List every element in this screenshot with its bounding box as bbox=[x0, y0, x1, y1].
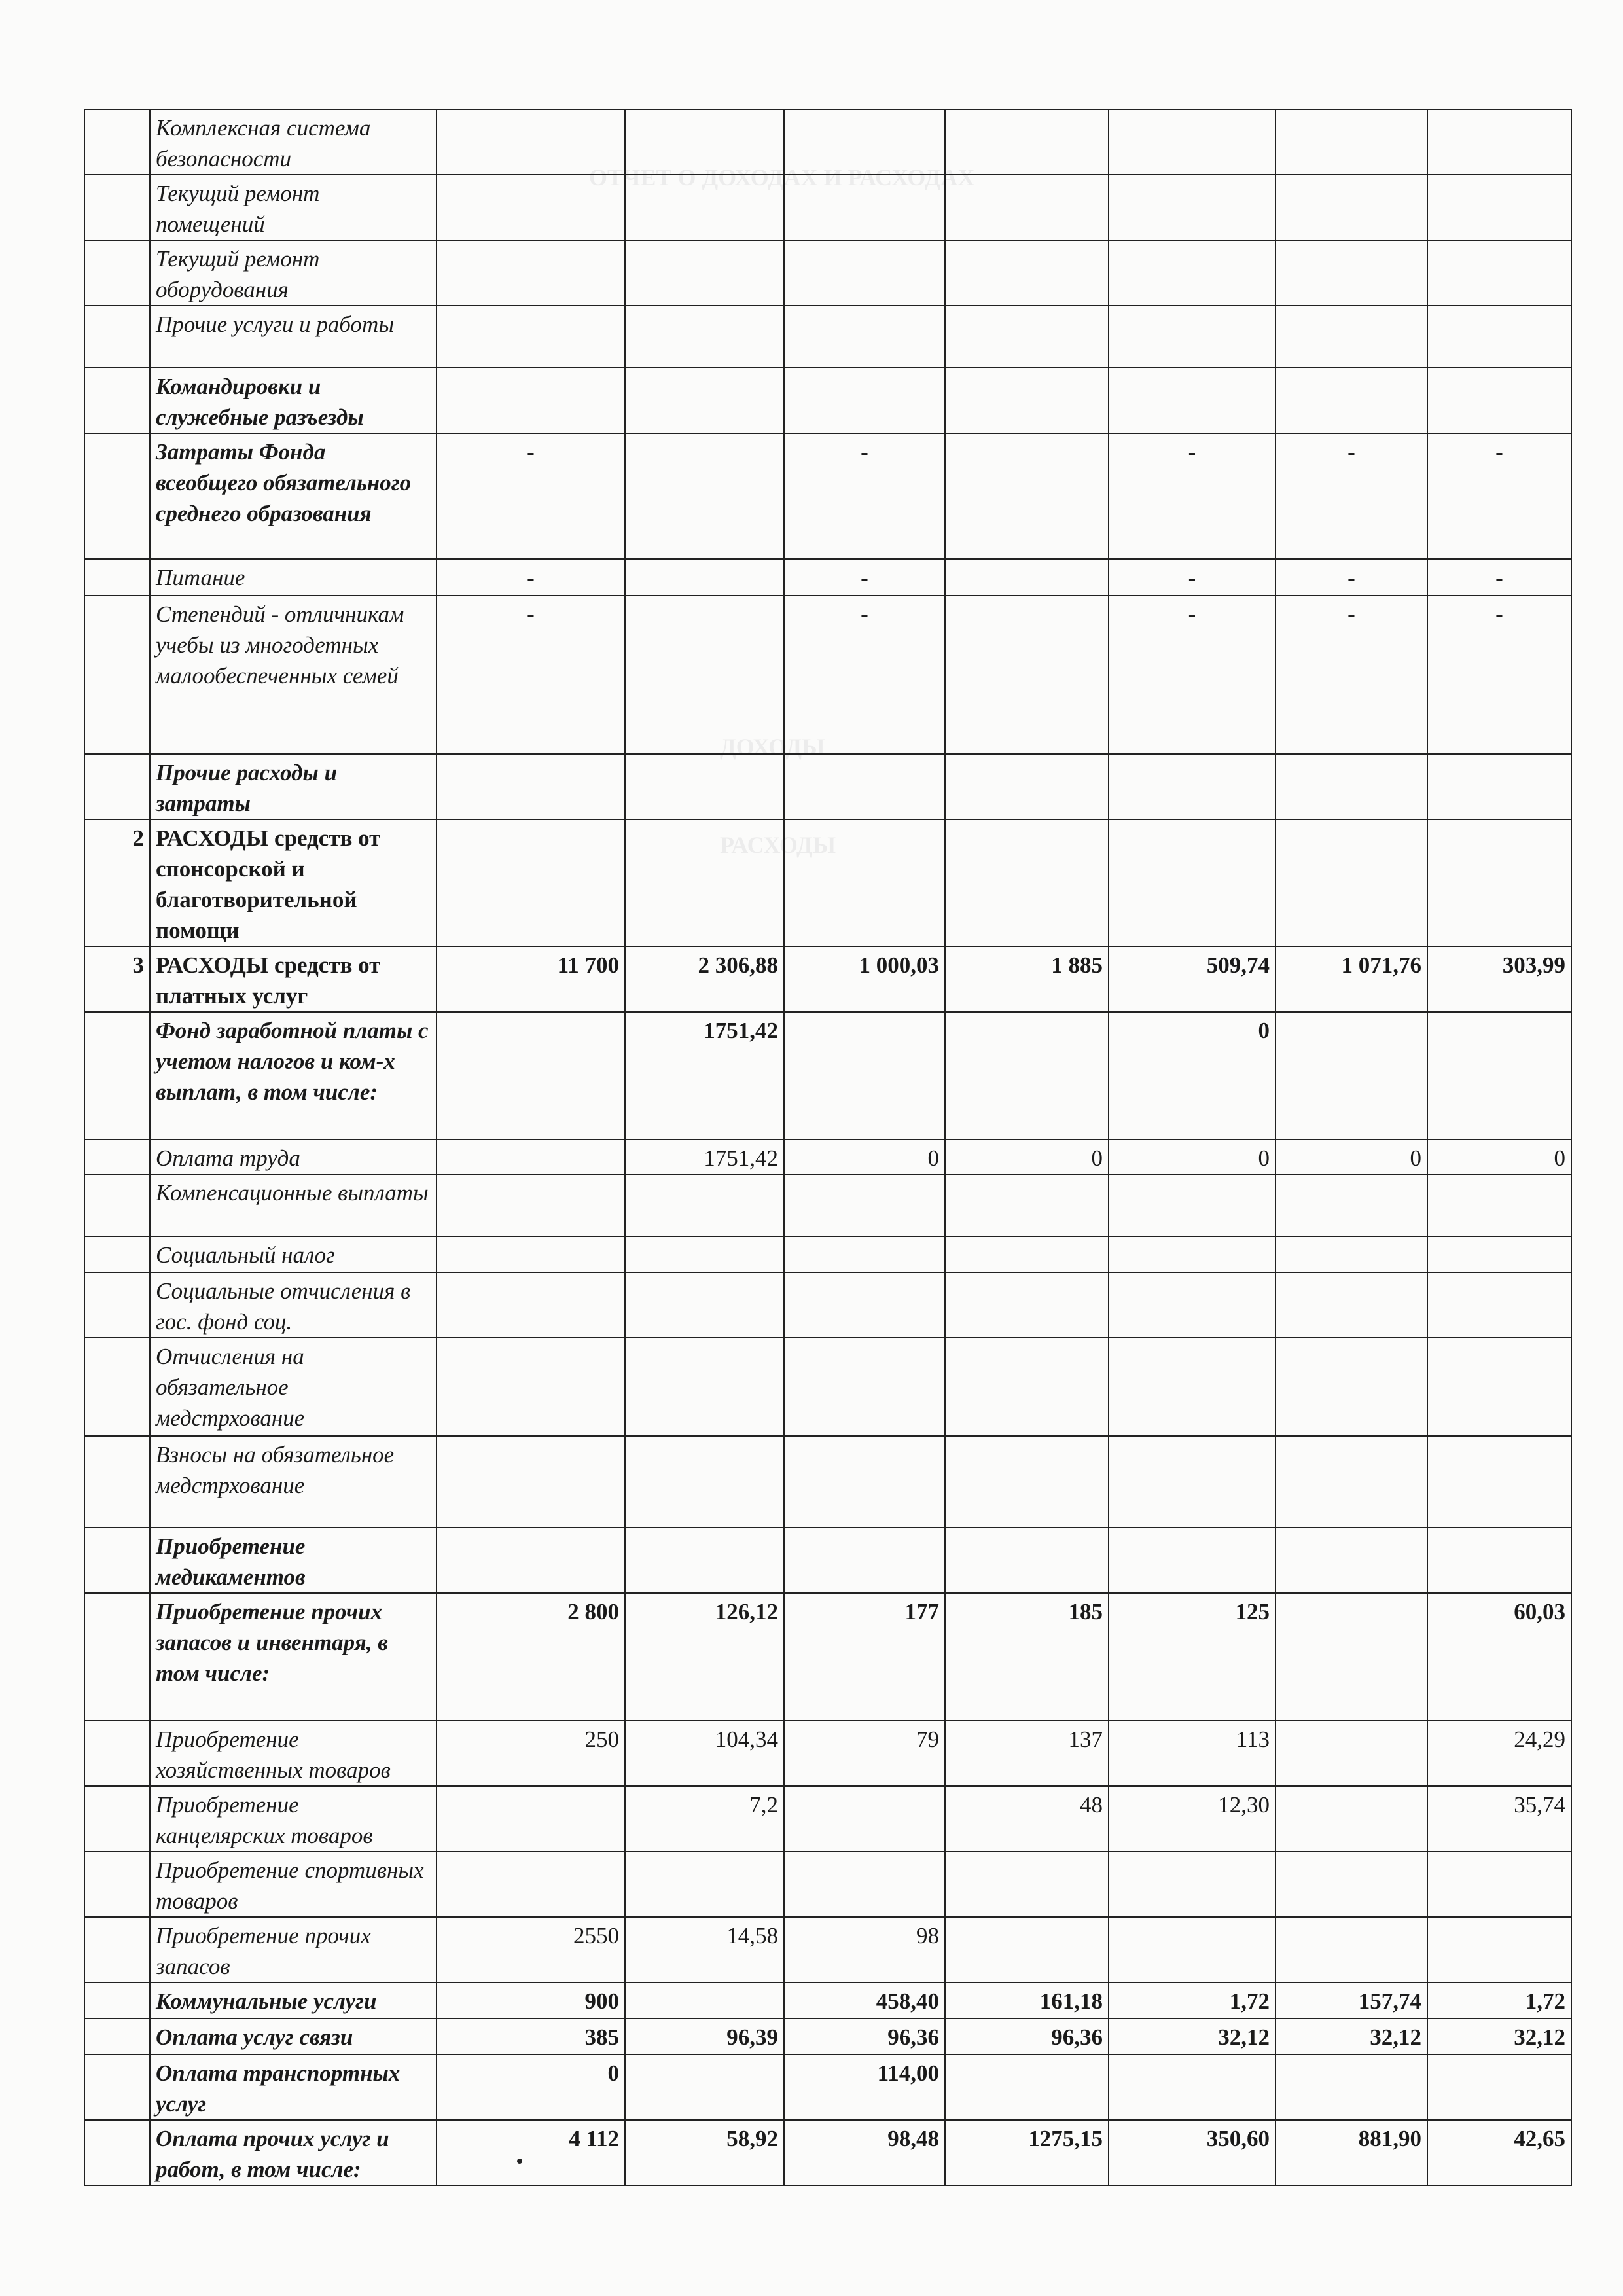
row-number: 2 bbox=[84, 819, 150, 946]
table-row bbox=[84, 1272, 1571, 1338]
row-number bbox=[84, 1174, 150, 1236]
row-number bbox=[84, 2018, 150, 2054]
value-cell: 0 bbox=[784, 1139, 945, 1174]
value-cell bbox=[1427, 1174, 1571, 1236]
value-cell: 0 bbox=[437, 2054, 625, 2120]
value-cell bbox=[945, 240, 1109, 306]
value-cell bbox=[437, 175, 625, 240]
table-row bbox=[84, 368, 1571, 433]
item-name: Социальный налог bbox=[150, 1236, 437, 1272]
value-cell bbox=[1109, 1528, 1275, 1593]
value-cell bbox=[437, 1528, 625, 1593]
value-cell bbox=[1109, 306, 1275, 368]
item-name: Приобретение канцелярских товаров bbox=[150, 1786, 437, 1852]
table-row bbox=[84, 1139, 1571, 1174]
row-number bbox=[84, 1012, 150, 1139]
value-cell bbox=[1427, 175, 1571, 240]
value-cell: 1 000,03 bbox=[784, 946, 945, 1012]
value-cell: - bbox=[1427, 559, 1571, 596]
value-cell bbox=[945, 819, 1109, 946]
value-cell bbox=[1275, 754, 1427, 819]
value-cell bbox=[1275, 1593, 1427, 1721]
bleed-through-text: ОТЧЕТ О ДОХОДАХ И РАСХОДАХ bbox=[589, 164, 975, 190]
item-name: Затраты Фонда всеобщего обязательного среднего образования bbox=[150, 433, 437, 559]
row-number bbox=[84, 596, 150, 754]
value-cell: 303,99 bbox=[1427, 946, 1571, 1012]
table-row bbox=[84, 559, 1571, 596]
table-row bbox=[84, 175, 1571, 240]
value-cell: 125 bbox=[1109, 1593, 1275, 1721]
value-cell bbox=[1427, 240, 1571, 306]
value-cell bbox=[625, 2054, 784, 2120]
value-cell: - bbox=[784, 596, 945, 754]
value-cell: 104,34 bbox=[625, 1721, 784, 1786]
value-cell bbox=[625, 754, 784, 819]
value-cell bbox=[625, 1982, 784, 2018]
value-cell: 881,90 bbox=[1275, 2120, 1427, 2185]
table-row bbox=[84, 1593, 1571, 1721]
item-name: Текущий ремонт оборудования bbox=[150, 240, 437, 306]
value-cell: 2 800 bbox=[437, 1593, 625, 1721]
value-cell bbox=[437, 1174, 625, 1236]
item-name: Оплата транспортных услуг bbox=[150, 2054, 437, 2120]
table-row bbox=[84, 1786, 1571, 1852]
value-cell bbox=[437, 1236, 625, 1272]
item-name: Оплата прочих услуг и работ, в том числе: bbox=[150, 2120, 437, 2185]
value-cell: 177 bbox=[784, 1593, 945, 1721]
item-name: Приобретение медикаментов bbox=[150, 1528, 437, 1593]
bleed-through-text: ДОХОДЫ bbox=[720, 734, 825, 760]
table-row bbox=[84, 2120, 1571, 2185]
value-cell bbox=[1427, 1236, 1571, 1272]
stray-mark bbox=[517, 2159, 522, 2164]
value-cell: - bbox=[437, 433, 625, 559]
value-cell bbox=[1275, 1721, 1427, 1786]
value-cell: - bbox=[437, 559, 625, 596]
value-cell bbox=[945, 754, 1109, 819]
value-cell: - bbox=[1109, 596, 1275, 754]
value-cell: 1751,42 bbox=[625, 1012, 784, 1139]
row-number bbox=[84, 559, 150, 596]
value-cell: - bbox=[1275, 433, 1427, 559]
value-cell bbox=[945, 1436, 1109, 1528]
table-row bbox=[84, 2054, 1571, 2120]
value-cell bbox=[625, 1338, 784, 1436]
value-cell: 60,03 bbox=[1427, 1593, 1571, 1721]
row-number bbox=[84, 433, 150, 559]
row-number bbox=[84, 306, 150, 368]
table-row bbox=[84, 596, 1571, 754]
row-number bbox=[84, 1917, 150, 1982]
value-cell bbox=[945, 2054, 1109, 2120]
row-number bbox=[84, 109, 150, 175]
value-cell bbox=[945, 1236, 1109, 1272]
item-name: Приобретение прочих запасов bbox=[150, 1917, 437, 1982]
value-cell bbox=[945, 306, 1109, 368]
value-cell bbox=[1109, 240, 1275, 306]
item-name: Фонд заработной платы с учетом налогов и ком-х выплат, в том числе: bbox=[150, 1012, 437, 1139]
item-name: Оплата труда bbox=[150, 1139, 437, 1174]
value-cell bbox=[945, 1852, 1109, 1917]
table-row bbox=[84, 1436, 1571, 1528]
table-row bbox=[84, 306, 1571, 368]
value-cell bbox=[1275, 1338, 1427, 1436]
value-cell: 0 bbox=[945, 1139, 1109, 1174]
value-cell bbox=[625, 240, 784, 306]
value-cell bbox=[437, 306, 625, 368]
value-cell bbox=[1427, 1436, 1571, 1528]
value-cell bbox=[1275, 1436, 1427, 1528]
table-row bbox=[84, 109, 1571, 175]
row-number bbox=[84, 2054, 150, 2120]
row-number bbox=[84, 240, 150, 306]
value-cell: - bbox=[1427, 433, 1571, 559]
item-name: Прочие расходы и затраты bbox=[150, 754, 437, 819]
value-cell bbox=[784, 306, 945, 368]
value-cell: 509,74 bbox=[1109, 946, 1275, 1012]
expense-report-table bbox=[84, 109, 1572, 2186]
value-cell bbox=[625, 433, 784, 559]
value-cell: 32,12 bbox=[1427, 2018, 1571, 2054]
table-row bbox=[84, 1174, 1571, 1236]
value-cell bbox=[625, 596, 784, 754]
value-cell bbox=[1109, 1436, 1275, 1528]
value-cell bbox=[437, 368, 625, 433]
row-number bbox=[84, 1786, 150, 1852]
value-cell bbox=[1275, 306, 1427, 368]
row-number bbox=[84, 368, 150, 433]
value-cell bbox=[945, 433, 1109, 559]
row-number bbox=[84, 1236, 150, 1272]
item-name: Социальные отчисления в гос. фонд соц. bbox=[150, 1272, 437, 1338]
value-cell: 1,72 bbox=[1109, 1982, 1275, 2018]
value-cell bbox=[1427, 819, 1571, 946]
value-cell: 32,12 bbox=[1109, 2018, 1275, 2054]
value-cell bbox=[625, 368, 784, 433]
row-number bbox=[84, 1528, 150, 1593]
value-cell: 98 bbox=[784, 1917, 945, 1982]
value-cell bbox=[945, 1338, 1109, 1436]
value-cell bbox=[784, 368, 945, 433]
item-name: Степендий - отличникам учебы из многодетных малообеспеченных семей bbox=[150, 596, 437, 754]
value-cell bbox=[1109, 2054, 1275, 2120]
value-cell: 96,39 bbox=[625, 2018, 784, 2054]
table-row bbox=[84, 754, 1571, 819]
value-cell bbox=[1275, 1012, 1427, 1139]
value-cell bbox=[945, 109, 1109, 175]
value-cell bbox=[784, 754, 945, 819]
value-cell bbox=[437, 240, 625, 306]
value-cell bbox=[1275, 109, 1427, 175]
value-cell: 385 bbox=[437, 2018, 625, 2054]
value-cell bbox=[625, 1272, 784, 1338]
value-cell bbox=[625, 1528, 784, 1593]
value-cell bbox=[1109, 1338, 1275, 1436]
value-cell bbox=[1109, 1917, 1275, 1982]
item-name: Приобретение прочих запасов и инвентаря, в том числе: bbox=[150, 1593, 437, 1721]
value-cell: 113 bbox=[1109, 1721, 1275, 1786]
value-cell bbox=[1275, 240, 1427, 306]
value-cell bbox=[625, 1174, 784, 1236]
value-cell bbox=[1427, 1852, 1571, 1917]
value-cell: 126,12 bbox=[625, 1593, 784, 1721]
value-cell bbox=[437, 1786, 625, 1852]
item-name: Приобретение спортивных товаров bbox=[150, 1852, 437, 1917]
value-cell bbox=[945, 1012, 1109, 1139]
value-cell: - bbox=[784, 433, 945, 559]
value-cell bbox=[945, 368, 1109, 433]
value-cell bbox=[437, 1436, 625, 1528]
table-row bbox=[84, 1012, 1571, 1139]
value-cell bbox=[1427, 1917, 1571, 1982]
item-name: Коммунальные услуги bbox=[150, 1982, 437, 2018]
value-cell bbox=[1275, 175, 1427, 240]
value-cell bbox=[784, 819, 945, 946]
table-row bbox=[84, 240, 1571, 306]
value-cell bbox=[437, 109, 625, 175]
item-name: Текущий ремонт помещений bbox=[150, 175, 437, 240]
value-cell bbox=[625, 175, 784, 240]
value-cell: 114,00 bbox=[784, 2054, 945, 2120]
value-cell bbox=[1427, 1528, 1571, 1593]
value-cell: 1 885 bbox=[945, 946, 1109, 1012]
value-cell bbox=[1109, 819, 1275, 946]
row-number bbox=[84, 175, 150, 240]
value-cell bbox=[625, 1852, 784, 1917]
value-cell bbox=[1427, 2054, 1571, 2120]
table-row bbox=[84, 1852, 1571, 1917]
value-cell bbox=[784, 1236, 945, 1272]
item-name: РАСХОДЫ средств от спонсорской и благотворительной помощи bbox=[150, 819, 437, 946]
table-row bbox=[84, 1917, 1571, 1982]
value-cell bbox=[437, 1338, 625, 1436]
table-row bbox=[84, 946, 1571, 1012]
row-number bbox=[84, 1721, 150, 1786]
value-cell bbox=[1109, 1272, 1275, 1338]
value-cell: - bbox=[1275, 559, 1427, 596]
value-cell: 185 bbox=[945, 1593, 1109, 1721]
value-cell: 48 bbox=[945, 1786, 1109, 1852]
value-cell bbox=[1427, 754, 1571, 819]
table-row bbox=[84, 2018, 1571, 2054]
table-row bbox=[84, 433, 1571, 559]
value-cell: 1751,42 bbox=[625, 1139, 784, 1174]
value-cell bbox=[784, 1436, 945, 1528]
value-cell bbox=[437, 1139, 625, 1174]
value-cell bbox=[1427, 1012, 1571, 1139]
value-cell bbox=[784, 1272, 945, 1338]
value-cell bbox=[945, 1174, 1109, 1236]
value-cell: - bbox=[784, 559, 945, 596]
value-cell bbox=[1427, 109, 1571, 175]
value-cell: 14,58 bbox=[625, 1917, 784, 1982]
value-cell bbox=[625, 109, 784, 175]
value-cell bbox=[1109, 368, 1275, 433]
value-cell bbox=[945, 1272, 1109, 1338]
value-cell: 137 bbox=[945, 1721, 1109, 1786]
value-cell: 1275,15 bbox=[945, 2120, 1109, 2185]
item-name: Компенсационные выплаты bbox=[150, 1174, 437, 1236]
value-cell: 12,30 bbox=[1109, 1786, 1275, 1852]
row-number bbox=[84, 1593, 150, 1721]
row-number: 3 bbox=[84, 946, 150, 1012]
value-cell bbox=[1275, 1236, 1427, 1272]
row-number bbox=[84, 1982, 150, 2018]
value-cell bbox=[1109, 1174, 1275, 1236]
value-cell bbox=[784, 109, 945, 175]
table-row bbox=[84, 1236, 1571, 1272]
row-number bbox=[84, 754, 150, 819]
table-row bbox=[84, 1528, 1571, 1593]
value-cell bbox=[1275, 1852, 1427, 1917]
table-row bbox=[84, 1982, 1571, 2018]
value-cell: 458,40 bbox=[784, 1982, 945, 2018]
value-cell: - bbox=[1275, 596, 1427, 754]
value-cell: 7,2 bbox=[625, 1786, 784, 1852]
value-cell: 2 306,88 bbox=[625, 946, 784, 1012]
row-number bbox=[84, 1338, 150, 1436]
value-cell bbox=[784, 1338, 945, 1436]
value-cell: - bbox=[437, 596, 625, 754]
table-row bbox=[84, 819, 1571, 946]
value-cell bbox=[1427, 368, 1571, 433]
value-cell bbox=[1109, 754, 1275, 819]
value-cell bbox=[945, 1528, 1109, 1593]
value-cell: 35,74 bbox=[1427, 1786, 1571, 1852]
value-cell: 350,60 bbox=[1109, 2120, 1275, 2185]
value-cell bbox=[784, 1012, 945, 1139]
item-name: Комплексная система безопасности bbox=[150, 109, 437, 175]
value-cell bbox=[1427, 1338, 1571, 1436]
value-cell: 96,36 bbox=[784, 2018, 945, 2054]
value-cell: 4 112 bbox=[437, 2120, 625, 2185]
row-number bbox=[84, 2120, 150, 2185]
value-cell bbox=[945, 596, 1109, 754]
value-cell: - bbox=[1109, 559, 1275, 596]
value-cell bbox=[1275, 1528, 1427, 1593]
value-cell bbox=[1275, 1272, 1427, 1338]
row-number bbox=[84, 1139, 150, 1174]
value-cell: 900 bbox=[437, 1982, 625, 2018]
value-cell: 24,29 bbox=[1427, 1721, 1571, 1786]
value-cell bbox=[945, 559, 1109, 596]
value-cell: 161,18 bbox=[945, 1982, 1109, 2018]
value-cell bbox=[1275, 819, 1427, 946]
row-number bbox=[84, 1852, 150, 1917]
value-cell: 1,72 bbox=[1427, 1982, 1571, 2018]
bleed-through-text: РАСХОДЫ bbox=[720, 832, 836, 858]
item-name: Командировки и служебные разъезды bbox=[150, 368, 437, 433]
value-cell: 11 700 bbox=[437, 946, 625, 1012]
value-cell bbox=[1275, 1917, 1427, 1982]
item-name: Прочие услуги и работы bbox=[150, 306, 437, 368]
value-cell bbox=[1275, 1786, 1427, 1852]
value-cell bbox=[625, 559, 784, 596]
value-cell bbox=[437, 1012, 625, 1139]
value-cell bbox=[784, 1786, 945, 1852]
value-cell: 96,36 bbox=[945, 2018, 1109, 2054]
value-cell: 0 bbox=[1109, 1012, 1275, 1139]
value-cell: 0 bbox=[1275, 1139, 1427, 1174]
value-cell bbox=[1427, 306, 1571, 368]
value-cell bbox=[1109, 175, 1275, 240]
value-cell bbox=[625, 1236, 784, 1272]
value-cell bbox=[1275, 2054, 1427, 2120]
value-cell bbox=[784, 240, 945, 306]
value-cell bbox=[437, 1852, 625, 1917]
value-cell bbox=[437, 1272, 625, 1338]
value-cell: 250 bbox=[437, 1721, 625, 1786]
value-cell: 58,92 bbox=[625, 2120, 784, 2185]
value-cell bbox=[945, 175, 1109, 240]
item-name: Оплата услуг связи bbox=[150, 2018, 437, 2054]
value-cell bbox=[1109, 109, 1275, 175]
value-cell bbox=[1109, 1852, 1275, 1917]
value-cell: 42,65 bbox=[1427, 2120, 1571, 2185]
value-cell: 2550 bbox=[437, 1917, 625, 1982]
item-name: Питание bbox=[150, 559, 437, 596]
value-cell: - bbox=[1109, 433, 1275, 559]
item-name: Взносы на обязательное медстрхование bbox=[150, 1436, 437, 1528]
item-name: РАСХОДЫ средств от платных услуг bbox=[150, 946, 437, 1012]
value-cell bbox=[784, 175, 945, 240]
item-name: Отчисления на обязательное медстрхование bbox=[150, 1338, 437, 1436]
value-cell bbox=[784, 1174, 945, 1236]
value-cell: 1 071,76 bbox=[1275, 946, 1427, 1012]
value-cell bbox=[1427, 1272, 1571, 1338]
row-number bbox=[84, 1272, 150, 1338]
table-row bbox=[84, 1721, 1571, 1786]
value-cell bbox=[1275, 1174, 1427, 1236]
value-cell bbox=[1109, 1236, 1275, 1272]
value-cell bbox=[625, 1436, 784, 1528]
value-cell: 157,74 bbox=[1275, 1982, 1427, 2018]
value-cell: 98,48 bbox=[784, 2120, 945, 2185]
value-cell: - bbox=[1427, 596, 1571, 754]
value-cell bbox=[437, 819, 625, 946]
value-cell bbox=[437, 754, 625, 819]
value-cell: 32,12 bbox=[1275, 2018, 1427, 2054]
table-row bbox=[84, 1338, 1571, 1436]
value-cell bbox=[625, 819, 784, 946]
item-name: Приобретение хозяйственных товаров bbox=[150, 1721, 437, 1786]
value-cell bbox=[625, 306, 784, 368]
value-cell bbox=[784, 1852, 945, 1917]
value-cell bbox=[945, 1917, 1109, 1982]
value-cell bbox=[1275, 368, 1427, 433]
value-cell: 79 bbox=[784, 1721, 945, 1786]
value-cell: 0 bbox=[1427, 1139, 1571, 1174]
row-number bbox=[84, 1436, 150, 1528]
value-cell bbox=[784, 1528, 945, 1593]
value-cell: 0 bbox=[1109, 1139, 1275, 1174]
